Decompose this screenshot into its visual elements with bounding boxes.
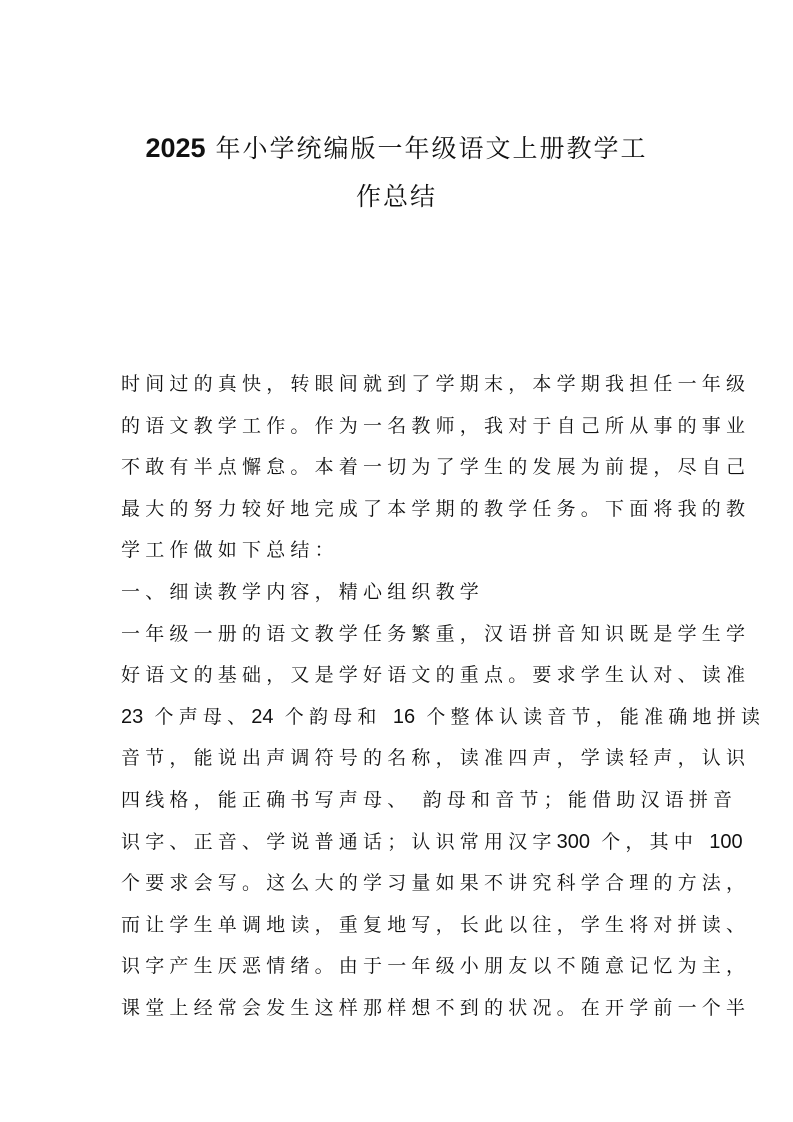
- numeric-run: 300: [556, 830, 590, 853]
- text-run: 个声母、: [143, 705, 252, 728]
- document-title: [100, 124, 693, 221]
- text-run: 一、细读教学内容，精心组织教学: [121, 580, 485, 603]
- document-body: [121, 364, 766, 1030]
- paragraph-line: [121, 863, 751, 905]
- paragraph-line: [121, 822, 743, 864]
- paragraph-line: [121, 447, 751, 489]
- text-run: 好语文的基础，又是学好语文的重点。要求学生认对、读准: [121, 664, 751, 687]
- paragraph-line: [121, 738, 751, 780]
- paragraph-line: [121, 946, 751, 988]
- text-run: 最大的努力较好地完成了本学期的教学任务。下面将我的教: [121, 497, 751, 520]
- text-run: 的语文教学工作。作为一名教师，我对于自己所从事的事业: [121, 414, 751, 437]
- text-run: 个韵母和: [273, 705, 393, 728]
- text-run: 音节，能说出声调符号的名称，读准四声，学读轻声，认识: [121, 747, 751, 770]
- paragraph-line: [121, 406, 751, 448]
- title-line: [100, 124, 693, 173]
- paragraph-line: [121, 780, 738, 822]
- text-run: 个整体认读音节，能准确地拼读: [415, 705, 766, 728]
- text-run: 识字产生厌恶情绪。由于一年级小朋友以不随意记忆为主，: [121, 955, 751, 978]
- numeric-run: 24: [251, 705, 274, 728]
- text-run: 时间过的真快，转眼间就到了学期末，本学期我担任一年级: [121, 373, 751, 395]
- text-run: 个，其中: [589, 830, 710, 853]
- numeric-run: 2025: [145, 133, 206, 163]
- text-run: 而让学生单调地读，重复地写，长此以往，学生将对拼读、: [121, 913, 751, 936]
- paragraph-line: [121, 614, 751, 656]
- numeric-run: 23: [121, 705, 144, 728]
- text-run: 年小学统编版一年级语文上册教学工: [205, 134, 648, 163]
- text-run: 作总结: [355, 182, 437, 211]
- paragraph-line: [121, 905, 751, 947]
- paragraph-line: [121, 364, 751, 406]
- text-run: 学工作做如下总结：: [121, 539, 339, 562]
- text-run: 课堂上经常会发生这样那样想不到的状况。在开学前一个半: [121, 996, 751, 1019]
- paragraph-line: [121, 697, 766, 739]
- text-run: 个要求会写。这么大的学习量如果不讲究科学合理的方法，: [121, 872, 751, 895]
- paragraph-line: [121, 655, 751, 697]
- text-run: 识字、正音、学说普通话；认识常用汉字: [121, 830, 557, 853]
- numeric-run: 100: [709, 830, 743, 853]
- text-run: 不敢有半点懈怠。本着一切为了学生的发展为前提，尽自己: [121, 456, 751, 479]
- text-run: 四线格，能正确书写声母、 韵母和音节；能借助汉语拼音: [121, 788, 738, 811]
- section-heading: [121, 572, 673, 614]
- paragraph-line: [121, 530, 673, 572]
- paragraph-line: [121, 489, 751, 531]
- paragraph-line: [121, 988, 751, 1030]
- text-run: 一年级一册的语文教学任务繁重，汉语拼音知识既是学生学: [121, 622, 751, 645]
- numeric-run: 16: [392, 705, 416, 728]
- title-line: [100, 173, 693, 221]
